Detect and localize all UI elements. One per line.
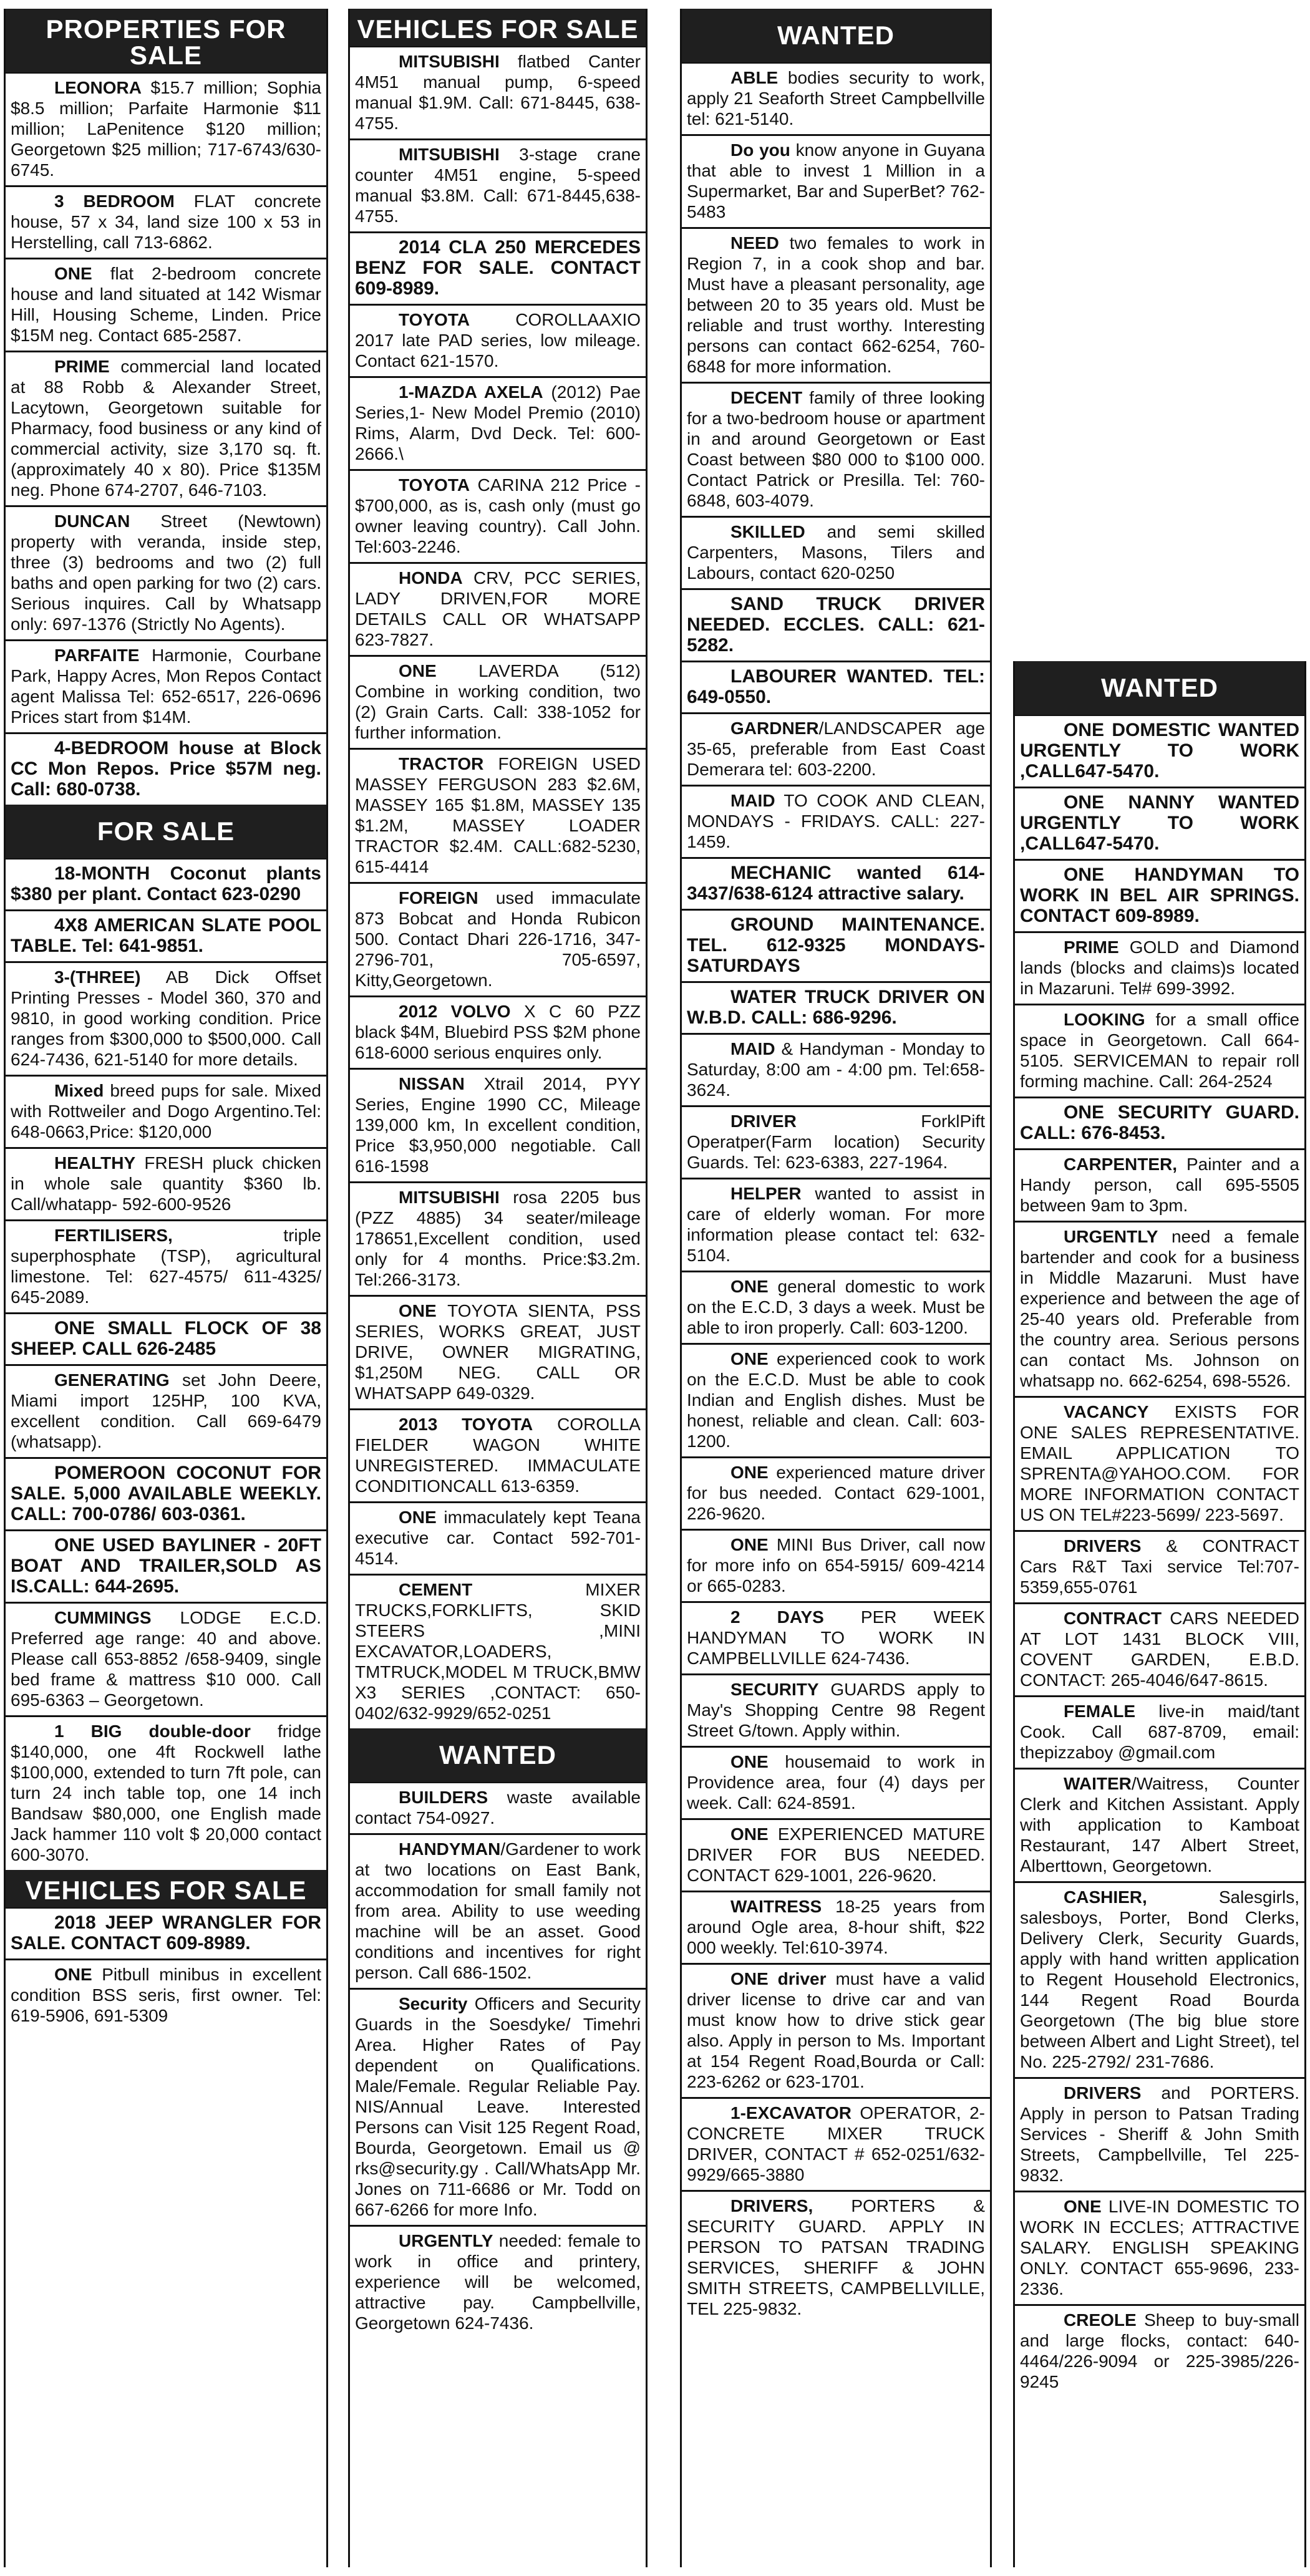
section-header-for-sale: FOR SALE [6, 805, 326, 859]
classified-ad [6, 507, 326, 641]
classified-ad [1015, 1604, 1304, 1697]
ad-text: TOYOTA SIENTA, PSS SERIES, WORKS GREAT, JUST DRIVE, OWNER MIGRATING, $1,250M NEG. CALL OR WHATSAPP 649-0329. [355, 1301, 641, 1403]
ad-text: (2012) Pae Series,1- New Model Premio (2010) Rims, Alarm, Dvd Deck. Tel: 600-2666.\ [355, 382, 641, 463]
classified-ad [1015, 788, 1304, 861]
ad-lead: 1-MAZDA AXELA [399, 382, 543, 402]
ad-lead: WATER TRUCK DRIVER ON W.B.D. CALL: 686-9296. [687, 987, 985, 1028]
ad-lead: ONE driver [730, 1969, 827, 1988]
ad-lead: 2012 VOLVO [399, 1002, 511, 1021]
ad-lead: Do you [730, 140, 790, 160]
classified-ad [350, 2227, 646, 2338]
ad-text: MINI Bus Driver, call now for more info on 654-5915/ 609-4214 or 665-0283. [687, 1535, 985, 1595]
ad-text: Painter and a Handy person, call 695-5505 between 9am to 3pm. [1020, 1155, 1299, 1215]
classified-ad [1015, 861, 1304, 933]
ad-text: $15.7 million; Sophia $8.5 million; Parfaite Harmonie $11 million; LaPenitence $120 million; Georgetown $25 million; 717-6743/630-6745. [11, 78, 321, 180]
ad-text: Officers and Security Guards in the Soesdyke/ Timehri Area. Higher Rates of Pay dependent on Qualifications. Male/Female. Regular Reliable Pay. NIS/Annual Leave. Interested Persons can Visit 125 Regent Road, Bourda, Georgetown. Email us @ rks@security.gy . Call/WhatsApp Mr. Jones on 711-6686 or Mr. Todd on 667-6266 for more Info. [355, 1994, 641, 2219]
ad-lead: SKILLED [730, 522, 805, 541]
classified-ad [350, 233, 646, 306]
classified-ad [682, 1345, 990, 1458]
ad-lead: ONE [730, 1349, 769, 1368]
ad-text: & Handyman - Monday to Saturday, 8:00 am - 4:00 pm. Tel:658-3624. [687, 1039, 985, 1100]
classified-ad [350, 1576, 646, 1728]
ad-lead: TRACTOR [399, 754, 484, 773]
ad-lead: GENERATING [54, 1370, 170, 1390]
classified-ad [682, 1675, 990, 1748]
ad-text: and semi skilled Carpenters, Masons, Tilers and Labours, contact 620-0250 [687, 522, 985, 583]
classified-ad [1015, 1223, 1304, 1398]
ad-lead: URGENTLY [399, 2231, 493, 2250]
classified-ad [1015, 1770, 1304, 1883]
classified-ad [350, 657, 646, 750]
classified-ad [6, 1531, 326, 1604]
classified-ad [682, 1531, 990, 1603]
classified-ad [6, 1604, 326, 1717]
ad-text: /Waitress, Counter Clerk and Kitchen Assistant. Apply with application to Kamboat Restaurant, 147 Albert Street, Alberttown, Georgetown. [1020, 1774, 1299, 1876]
ad-text: housemaid to work in Providence area, four (4) days per week. Call: 624-8591. [687, 1752, 985, 1813]
classified-ad [682, 136, 990, 229]
ad-text: LIVE-IN DOMESTIC TO WORK IN ECCLES; ATTRACTIVE SALARY. ENGLISH SPEAKING ONLY. CONTACT 655-9696, 233-2336. [1020, 2197, 1299, 2298]
ad-text: Xtrail 2014, PYY Series, Engine 1990 CC, Mileage 139,000 km, In excellent condition, Price $3,950,000 negotiable. Call 616-1598 [355, 1074, 641, 1176]
section-header-wanted: WANTED [350, 1728, 646, 1783]
ad-lead: 18-MONTH Coconut plants $380 per plant. Contact 623-0290 [11, 863, 321, 904]
ad-text: waste available contact 754-0927. [355, 1788, 641, 1828]
classified-ad [1015, 1532, 1304, 1604]
classified-ad [350, 997, 646, 1070]
ad-lead: CREOLE [1064, 2310, 1137, 2330]
ad-text: family of three looking for a two-bedroom house or apartment in and around Georgetown or East Coast between $80 000 to $100 000. Contact Patrick or Presilla. Tel: 760-6848, 603-4079. [687, 388, 985, 510]
ad-text: GUARDS apply to May's Shopping Centre 98 Regent Street G/town. Apply within. [687, 1680, 985, 1740]
ad-lead: ONE [1064, 2197, 1102, 2216]
section-header-properties-for-sale: PROPERTIES FOR SALE [6, 9, 326, 74]
ad-text: Street (Newtown) property with veranda, inside step, three (3) bedrooms and two (2) full baths and open parking for two (2) cars. Serious inquires. Call by Whatsapp only: 697-1376 (Strictly No Agents). [11, 511, 321, 634]
ad-lead: VACANCY [1064, 1402, 1149, 1421]
for-sale-list [6, 859, 326, 1870]
ad-lead: DECENT [730, 388, 803, 407]
ad-lead: HEALTHY [54, 1153, 136, 1173]
column-2 [348, 9, 648, 2567]
ad-lead: PARFAITE [54, 646, 140, 665]
ad-text: experienced mature driver for bus needed. Contact 629-1001, 226-9620. [687, 1463, 985, 1523]
classified-ad [6, 859, 326, 911]
classified-ad [682, 787, 990, 859]
classified-ad [682, 1965, 990, 2099]
classified-ad [350, 378, 646, 471]
classified-ad [6, 352, 326, 507]
classified-ad [6, 259, 326, 352]
classified-ad [350, 306, 646, 378]
ad-text: COROLLAAXIO 2017 late PAD series, low mileage. Contact 621-1570. [355, 310, 641, 370]
ad-text: general domestic to work on the E.C.D, 3 days a week. Must be able to iron properly. Call: 603-1200. [687, 1277, 985, 1337]
classified-ad [6, 1909, 326, 1960]
ad-lead: 4X8 AMERICAN SLATE POOL TABLE. Tel: 641-9851. [11, 915, 321, 956]
classified-ad [350, 1503, 646, 1576]
ad-lead: ABLE [730, 68, 779, 87]
ad-lead: FERTILISERS, [54, 1226, 173, 1245]
classified-ad [682, 2192, 990, 2324]
classified-ad [350, 471, 646, 564]
ad-lead: CONTRACT [1064, 1609, 1162, 1628]
ad-lead: HANDYMAN [399, 1839, 501, 1859]
ad-text: MIXER TRUCKS,FORKLIFTS, SKID STEERS ,MINI EXCAVATOR,LOADERS, TMTRUCK,MODEL M TRUCK,BMW X3 SERIES ,CONTACT: 650-0402/632-9929/652-0251 [355, 1580, 641, 1723]
ad-text: GOLD and Diamond lands (blocks and claims)s located in Mazaruni. Tel# 699-3992. [1020, 937, 1299, 998]
ad-text: flatbed Canter 4M51 manual pump, 6-speed manual $1.9M. Call: 671-8445, 638-4755. [355, 52, 641, 133]
ad-lead: ONE [730, 1463, 769, 1482]
ad-lead: DRIVERS, [730, 2196, 813, 2215]
classified-ad [682, 1179, 990, 1272]
classified-ad [1015, 2306, 1304, 2397]
ad-lead: Mixed [54, 1081, 104, 1100]
ad-text: EXPERIENCED MATURE DRIVER FOR BUS NEEDED. CONTACT 629-1001, 226-9620. [687, 1824, 985, 1885]
ad-text: CARS NEEDED AT LOT 1431 BLOCK VIII, COVENT GARDEN, E.B.D. CONTACT: 265-4046/647-8615. [1020, 1609, 1299, 1690]
ad-lead: BUILDERS [399, 1788, 488, 1807]
classified-ad [682, 859, 990, 911]
ad-lead: DRIVER [730, 1111, 797, 1131]
classified-ad [682, 2099, 990, 2192]
ad-text: and PORTERS. Apply in person to Patsan Trading Services - Sheriff & John Smith Streets, Campbellville, Tel 225-9832. [1020, 2083, 1299, 2185]
classified-ad [682, 1272, 990, 1345]
ad-text: for a small office space in Georgetown. Call 664-5105. SERVICEMAN to repair roll forming machine. Call: 264-2524 [1020, 1010, 1299, 1091]
ad-text: rosa 2205 bus (PZZ 4885) 34 seater/mileage 178651,Excellent condition, used only for 4 months. Price:$3.2m. Tel:266-3173. [355, 1188, 641, 1289]
classified-ad [350, 140, 646, 233]
vehicles-list [350, 47, 646, 1728]
ad-text: Harmonie, Courbane Park, Happy Acres, Mon Repos Contact agent Malissa Tel: 652-6517, 226-0696 Prices start from $14M. [11, 646, 321, 727]
classified-ad [6, 1149, 326, 1221]
classified-ad [682, 64, 990, 136]
ad-lead: SAND TRUCK DRIVER NEEDED. ECCLES. CALL: 621-5282. [687, 594, 985, 656]
ad-lead: MITSUBISHI [399, 145, 500, 164]
ad-text: bodies security to work, apply 21 Seaforth Street Campbellville tel: 621-5140. [687, 68, 985, 128]
ad-text: TO COOK AND CLEAN, MONDAYS - FRIDAYS. CALL: 227-1459. [687, 791, 985, 851]
classified-ad [6, 734, 326, 805]
classified-ad [350, 564, 646, 657]
ad-text: Sheep to buy-small and large flocks, contact: 640-4464/226-9094 or 225-3985/226-9245 [1020, 2310, 1299, 2391]
ad-text: Salesgirls, salesboys, Porter, Bond Clerks, Delivery Clerk, Security Guards, apply with hand written application to Regent Household Electronics, 144 Regent Road Bourda Georgetown (The big blue store between Albert and Light Street), tel No. 225-2792/ 231-7686. [1020, 1887, 1299, 2071]
ad-lead: WAITRESS [730, 1897, 822, 1916]
ad-lead: PRIME [1064, 937, 1119, 957]
classified-ad [350, 1990, 646, 2227]
ad-text: needed: female to work in office and printery, experience will be welcomed, attractive pay. Campbellville, Georgetown 624-7436. [355, 2231, 641, 2333]
ad-lead: 4-BEDROOM house at Block CC Mon Repos. Price $57M neg. Call: 680-0738. [11, 738, 321, 800]
ad-lead: POMEROON COCONUT FOR SALE. 5,000 AVAILABLE WEEKLY. CALL: 700-0786/ 603-0361. [11, 1463, 321, 1524]
ad-text: commercial land located at 88 Robb & Alexander Street, Lacytown, Georgetown suitable for Pharmacy, food business or any kind of commercial activity, size 3,170 sq. ft. (approximately 40 x 80). Price $135M neg. Phone 674-2707, 646-7103. [11, 357, 321, 500]
classified-ad [1015, 1098, 1304, 1150]
classified-ad [682, 518, 990, 590]
ad-lead: ONE [399, 1301, 437, 1320]
classified-ad [1015, 1697, 1304, 1770]
section-header-vehicles-for-sale: VEHICLES FOR SALE [6, 1870, 326, 1909]
classified-ad [350, 47, 646, 140]
ad-text: FLAT concrete house, 57 x 34, land size 100 x 53 in Herstelling, call 713-6862. [11, 191, 321, 252]
ad-text: live-in maid/tant Cook. Call 687-8709, email: thepizzaboy @gmail.com [1020, 1702, 1299, 1762]
ad-text: immaculately kept Teana executive car. Contact 592-701-4514. [355, 1508, 641, 1568]
properties-list [6, 74, 326, 805]
ad-lead: 1-EXCAVATOR [730, 2103, 852, 2123]
column-4 [1013, 661, 1306, 2567]
ad-lead: MAID [730, 791, 775, 810]
ad-text: FOREIGN USED MASSEY FERGUSON 283 $2.6M, MASSEY 165 $1.8M, MASSEY 135 $1.2M, MASSEY LOADER TRACTOR $2.4M. CALL:682-5230, 615-4414 [355, 754, 641, 876]
ad-lead: ONE HANDYMAN TO WORK IN BEL AIR SPRINGS. CONTACT 609-8989. [1020, 864, 1299, 926]
ad-lead: ONE [399, 1508, 437, 1527]
classified-ad [6, 963, 326, 1077]
ad-text: two females to work in Region 7, in a cook shop and bar. Must have a pleasant personality, age between 20 to 35 years old. Must be reliable and trust worthy. Interesting persons can contact 662-6254, 760-6848 for more information. [687, 233, 985, 376]
classified-ad [350, 884, 646, 997]
classified-ad [1015, 2192, 1304, 2306]
ad-lead: FOREIGN [399, 888, 478, 908]
ad-text: set John Deere, Miami import 125HP, 100 KVA, excellent condition. Call 669-6479 (whatsapp). [11, 1370, 321, 1451]
ad-lead: ONE DOMESTIC WANTED URGENTLY TO WORK ,CALL647-5470. [1020, 720, 1299, 782]
ad-lead: MAID [730, 1039, 775, 1058]
classified-ad [6, 1717, 326, 1870]
ad-lead: ONE [730, 1824, 769, 1844]
ad-text: flat 2-bedroom concrete house and land situated at 142 Wismar Hill, Housing Scheme, Linden. Price $15M neg. Contact 685-2587. [11, 264, 321, 345]
classified-ad [682, 714, 990, 787]
ad-lead: TOYOTA [399, 475, 470, 495]
classified-ad [1015, 933, 1304, 1005]
classified-ad [682, 1603, 990, 1675]
ad-text: OPERATOR, 2- CONCRETE MIXER TRUCK DRIVER, CONTACT # 652-0251/632-9929/665-3880 [687, 2103, 985, 2184]
ad-lead: 1 BIG double-door [54, 1721, 251, 1741]
classified-ad [682, 384, 990, 518]
ad-text: CRV, PCC SERIES, LADY DRIVEN,FOR MORE DETAILS CALL OR WHATSAPP 623-7827. [355, 568, 641, 649]
classified-ad [682, 983, 990, 1035]
classified-ad [1015, 2079, 1304, 2192]
ad-lead: DUNCAN [54, 511, 130, 531]
ad-lead: ONE [730, 1277, 769, 1296]
ad-text: need a female bartender and cook for a business in Middle Mazaruni. Must have experience and between the age of 25-40 years old. Preferable from the country area. Serious persons can contact Ms. Johnson on whatsapp no. 662-6254, 698-5526. [1020, 1227, 1299, 1390]
ad-lead: CEMENT [399, 1580, 473, 1599]
ad-text: AB Dick Offset Printing Presses - Model 360, 370 and 9810, in good working condition. Price ranges from $300,000 to $500,000. Call 624-7436, 621-5140 for more details. [11, 967, 321, 1069]
classified-ad [682, 1820, 990, 1892]
ad-lead: ONE [730, 1752, 769, 1771]
classified-ad [350, 750, 646, 884]
ad-lead: CASHIER, [1064, 1887, 1147, 1907]
ad-text: COROLLA FIELDER WAGON WHITE UNREGISTERED. IMMACULATE CONDITIONCALL 613-6359. [355, 1415, 641, 1496]
ad-text: EXISTS FOR ONE SALES REPRESENTATIVE. EMAIL APPLICATION TO SPRENTA@YAHOO.COM. FOR MORE INFORMATION CONTACT US ON TEL#223-5699/ 223-5697. [1020, 1402, 1299, 1524]
column-1 [4, 9, 328, 2567]
classified-ad [350, 1183, 646, 1297]
ad-lead: CARPENTER, [1064, 1155, 1178, 1174]
ad-lead: HONDA [399, 568, 463, 588]
wanted-list [682, 64, 990, 2324]
ad-lead: GROUND MAINTENANCE. TEL. 612-9325 MONDAYS-SATURDAYS [687, 914, 985, 976]
ad-text: ForklPift Operatper(Farm location) Security Guards. Tel: 623-6383, 227-1964. [687, 1111, 985, 1172]
classified-ad [682, 1892, 990, 1965]
classified-ad [1015, 716, 1304, 788]
ad-text: used immaculate 873 Bobcat and Honda Rubicon 500. Contact Dhari 226-1716, 347-2796-701, 705-6597, Kitty,Georgetown. [355, 888, 641, 990]
ad-lead: URGENTLY [1064, 1227, 1158, 1246]
ad-lead: SECURITY [730, 1680, 819, 1699]
ad-lead: 3 BEDROOM [54, 191, 175, 211]
ad-lead: 3-(THREE) [54, 967, 141, 987]
classified-ad [682, 1458, 990, 1531]
classified-ad [6, 1221, 326, 1314]
classified-ad [350, 1297, 646, 1410]
ad-lead: ONE NANNY WANTED URGENTLY TO WORK ,CALL647-5470. [1020, 792, 1299, 854]
ad-lead: LEONORA [54, 78, 142, 97]
wanted-list [350, 1783, 646, 2338]
ad-text: must have a valid driver license to drive car and van must know how to drive stick gear also. Apply in person to Ms. Important at 154 Regent Road,Bourda or Call: 223-6262 or 623-1701. [687, 1969, 986, 2091]
classified-ad [682, 229, 990, 384]
classified-ad [6, 1314, 326, 1366]
ad-text: /LANDSCAPER age 35-65, preferable from East Coast Demerara tel: 603-2200. [687, 719, 985, 779]
classified-ad [682, 590, 990, 662]
ad-text: 18-25 years from around Ogle area, 8-hour shift, $22 000 weekly. Tel:610-3974. [687, 1897, 985, 1957]
classified-ad [682, 1107, 990, 1179]
ad-text: breed pups for sale. Mixed with Rottweiler and Dogo Argentino.Tel: 648-0663,Price: $120,000 [11, 1081, 321, 1141]
classified-ad [682, 1035, 990, 1107]
ad-lead: GARDNER [730, 719, 819, 738]
classified-ad [350, 1070, 646, 1183]
ad-lead: DRIVERS [1064, 1536, 1142, 1556]
ad-text: experienced cook to work on the E.C.D. Must be able to cook Indian and English dishes. Must be honest, reliable and clean. Call: 603-1200. [687, 1349, 985, 1451]
classified-ad [1015, 1005, 1304, 1098]
classified-ad [6, 74, 326, 187]
ad-lead: ONE [54, 264, 92, 283]
ad-text: X C 60 PZZ black $4M, Bluebird PSS $2M phone 618-6000 serious enquires only. [355, 1002, 641, 1062]
ad-lead: PRIME [54, 357, 110, 376]
ad-lead: 2013 TOYOTA [399, 1415, 533, 1434]
ad-lead: ONE [730, 1535, 769, 1554]
ad-lead: Security [399, 1994, 468, 2013]
ad-lead: 2018 JEEP WRANGLER FOR SALE. CONTACT 609-8989. [11, 1912, 321, 1954]
ad-text: PORTERS & SECURITY GUARD. APPLY IN PERSON TO PATSAN TRADING SERVICES, SHERIFF & JOHN SMITH STREETS, CAMPBELLVILLE, TEL 225-9832. [687, 2196, 985, 2318]
ad-text: 3-stage crane counter 4M51 engine, 5-speed manual $3.8M. Call: 671-8445,638-4755. [355, 145, 641, 226]
ad-lead: FEMALE [1064, 1702, 1136, 1721]
classified-ad [6, 641, 326, 734]
vehicles-list [6, 1909, 326, 2031]
section-header-vehicles-for-sale: VEHICLES FOR SALE [350, 9, 646, 47]
ad-lead: 2014 CLA 250 MERCEDES BENZ FOR SALE. CONTACT 609-8989. [355, 237, 641, 299]
classified-ad [6, 1077, 326, 1149]
ad-text: wanted to assist in care of elderly woman. For more information please contact tel: 632-5104. [687, 1184, 985, 1265]
classified-ad [350, 1410, 646, 1503]
ad-lead: ONE SMALL FLOCK OF 38 SHEEP. CALL 626-2485 [11, 1318, 321, 1359]
ad-lead: HELPER [730, 1184, 802, 1203]
classified-ad [6, 1366, 326, 1459]
section-header-wanted: WANTED [1015, 661, 1304, 716]
classified-ad [6, 187, 326, 259]
ad-lead: DRIVERS [1064, 2083, 1142, 2103]
ad-lead: CUMMINGS [54, 1608, 152, 1627]
classified-ad [1015, 1398, 1304, 1532]
classified-ad [682, 662, 990, 714]
column-3 [680, 9, 992, 2567]
ad-text: CARINA 212 Price - $700,000, as is, cash only (must go owner leaving country). Call John. Tel:603-2246. [355, 475, 641, 556]
ad-lead: MECHANIC wanted 614-3437/638-6124 attractive salary. [687, 863, 985, 904]
ad-lead: WAITER [1064, 1774, 1132, 1793]
ad-text: PER WEEK HANDYMAN TO WORK IN CAMPBELLVILLE 624-7436. [687, 1607, 985, 1668]
ad-text: LODGE E.C.D. Preferred age range: 40 and above. Please call 653-8852 /658-9409, single bed frame & mattress $10 000. Call 695-6363 – Georgetown. [11, 1608, 321, 1710]
classified-ad [682, 1748, 990, 1820]
ad-lead: MITSUBISHI [399, 1188, 500, 1207]
ad-text: LAVERDA (512) Combine in working condition, two (2) Grain Carts. Call: 338-1052 for further information. [355, 661, 641, 742]
ad-lead: ONE [54, 1965, 92, 1984]
ad-lead: NISSAN [399, 1074, 465, 1093]
wanted-list [1015, 716, 1304, 2397]
ad-text: FRESH pluck chicken in whole sale quantity $360 lb. Call/whatapp- 592-600-9526 [11, 1153, 321, 1214]
classified-ad [1015, 1150, 1304, 1223]
ad-lead: LOOKING [1064, 1010, 1145, 1029]
classified-ad [6, 1960, 326, 2031]
ad-lead: 2 DAYS [730, 1607, 824, 1627]
classified-ad [350, 1783, 646, 1835]
ad-lead: MITSUBISHI [399, 52, 500, 71]
classified-ad [350, 1835, 646, 1990]
ad-lead: ONE SECURITY GUARD. CALL: 676-8453. [1020, 1102, 1299, 1143]
ad-text: know anyone in Guyana that able to invest 1 Million in a Supermarket, Bar and SuperBet? 762-5483 [687, 140, 985, 221]
classified-ad [6, 1459, 326, 1531]
classified-ad [6, 911, 326, 963]
ad-lead: ONE USED BAYLINER - 20FT BOAT AND TRAILER,SOLD AS IS.CALL: 644-2695. [11, 1535, 321, 1597]
ad-lead: TOYOTA [399, 310, 470, 329]
classified-ad [682, 911, 990, 983]
section-header-wanted: WANTED [682, 9, 990, 64]
classified-ad [1015, 1883, 1304, 2079]
ad-text: /Gardener to work at two locations on East Bank, accommodation for small family not from area. Ability to use weeding machine will be an asset. Good conditions and incentives for right person. Call 686-1502. [355, 1839, 641, 1982]
ad-lead: LABOURER WANTED. TEL: 649-0550. [687, 666, 985, 707]
ad-text: triple superphosphate (TSP), agricultural limestone. Tel: 627-4575/ 611-4325/ 645-2089. [11, 1226, 321, 1307]
ad-text: fridge $140,000, one 4ft Rockwell lathe $100,000, extended to turn 7ft pole, can turn 24 inch table top, one 14 inch Bandsaw $80,000, one English made Jack hammer 110 volt $ 20,000 contact 600-3070. [11, 1721, 321, 1864]
ad-text: & CONTRACT Cars R&T Taxi service Tel:707-5359,655-0761 [1020, 1536, 1299, 1597]
ad-text: Pitbull minibus in excellent condition BSS seris, first owner. Tel: 619-5906, 691-5309 [11, 1965, 321, 2025]
ad-lead: ONE [399, 661, 437, 680]
ad-lead: NEED [730, 233, 779, 253]
